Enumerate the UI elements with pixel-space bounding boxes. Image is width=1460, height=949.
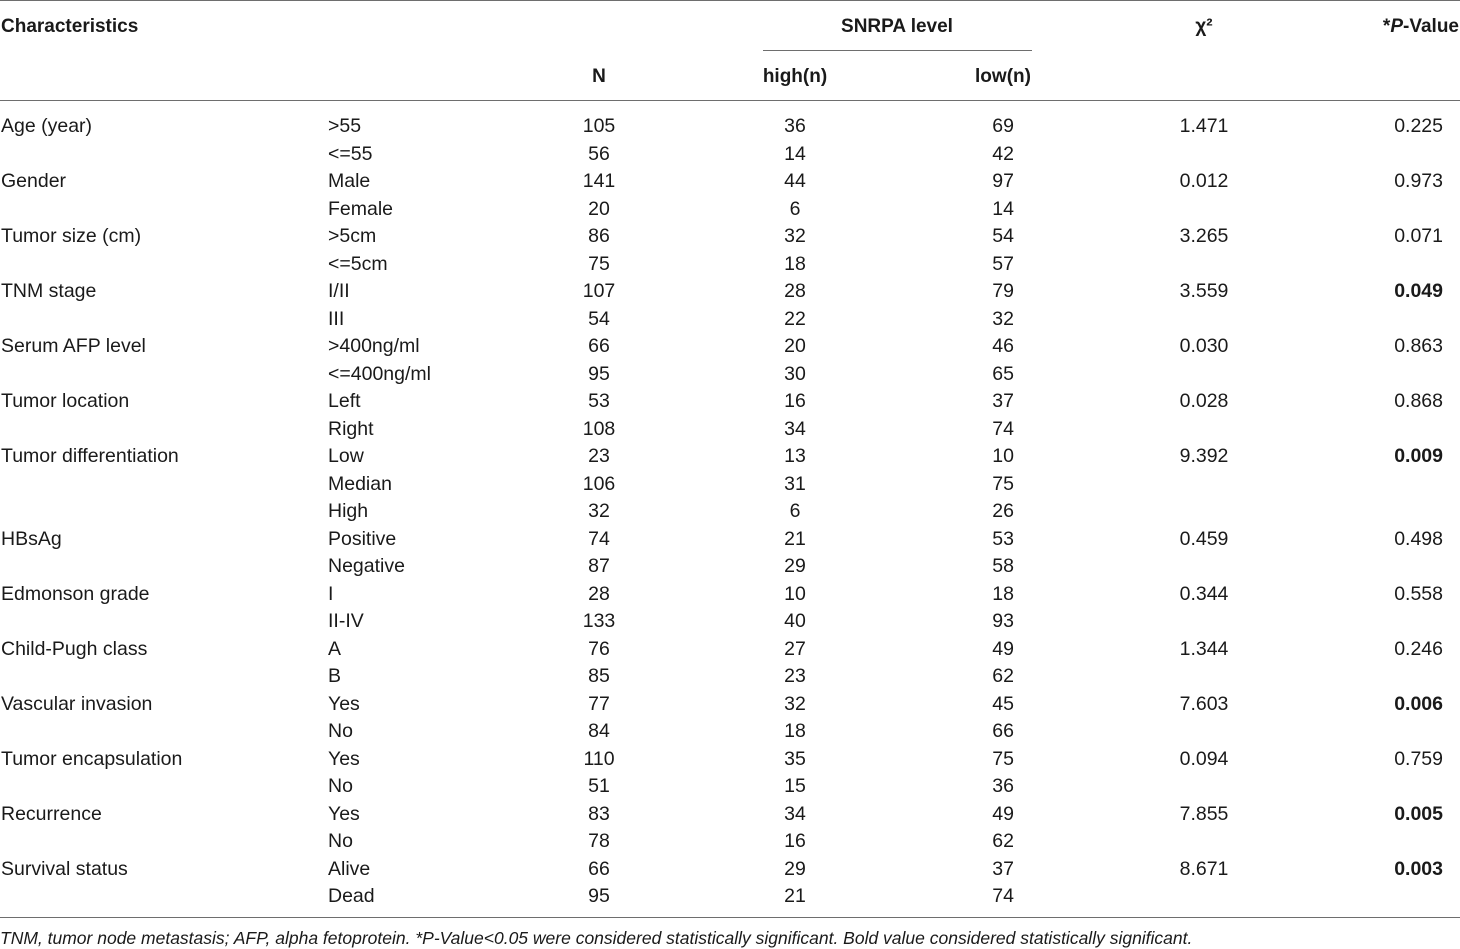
cell-high: 30 xyxy=(784,362,806,385)
cell-high: 6 xyxy=(789,197,801,220)
cell-low: 69 xyxy=(992,115,1014,137)
cell-p-value: 0.973 xyxy=(1394,170,1443,192)
header-high: high(n) xyxy=(762,66,828,87)
cell-low: 36 xyxy=(992,775,1014,797)
header-chi-square: χ² xyxy=(1195,16,1213,37)
cell-high: 18 xyxy=(784,720,806,742)
cell-low: 45 xyxy=(992,692,1014,715)
header-n: N xyxy=(592,66,606,87)
header-characteristics: Characteristics xyxy=(1,16,139,37)
cell-n: 66 xyxy=(588,857,610,880)
cell-high: 18 xyxy=(784,252,806,275)
cell-n: 53 xyxy=(588,390,610,412)
cell-characteristic: Edmonson grade xyxy=(1,582,150,605)
cell-n: 95 xyxy=(588,885,610,907)
cell-p-value: 0.558 xyxy=(1394,582,1443,605)
cell-category: Male xyxy=(328,170,371,192)
cell-characteristic: Child-Pugh class xyxy=(1,637,148,660)
cell-low: 97 xyxy=(992,170,1014,192)
cell-chi-square: 3.559 xyxy=(1179,280,1229,302)
cell-category: <=55 xyxy=(328,142,373,165)
header-p-value xyxy=(1383,16,1459,38)
cell-p-value: 0.868 xyxy=(1394,390,1443,412)
cell-high: 29 xyxy=(784,555,806,577)
cell-n: 133 xyxy=(582,610,616,632)
cell-low: 49 xyxy=(992,802,1014,825)
cell-characteristic: Tumor location xyxy=(1,390,130,412)
cell-low: 10 xyxy=(992,445,1014,467)
cell-p-value: 0.246 xyxy=(1394,637,1443,660)
cell-p-value: 0.003 xyxy=(1394,857,1443,880)
cell-category: Right xyxy=(328,417,374,440)
cell-p-value: 0.009 xyxy=(1394,445,1443,467)
cell-category: Yes xyxy=(328,747,360,770)
cell-p-value: 0.071 xyxy=(1394,225,1443,247)
cell-high: 44 xyxy=(784,170,806,192)
cell-low: 65 xyxy=(992,362,1014,385)
cell-chi-square: 0.094 xyxy=(1179,747,1229,770)
cell-characteristic: HBsAg xyxy=(1,527,62,550)
cell-low: 74 xyxy=(992,417,1014,440)
cell-low: 14 xyxy=(992,197,1014,220)
cell-p-value: 0.006 xyxy=(1394,692,1443,715)
cell-high: 34 xyxy=(784,417,806,440)
cell-n: 75 xyxy=(588,252,610,275)
cell-high: 31 xyxy=(784,472,806,495)
table-top-rule xyxy=(0,0,1460,1)
cell-category: Negative xyxy=(328,555,405,577)
cell-n: 56 xyxy=(588,142,610,165)
cell-chi-square: 0.459 xyxy=(1179,527,1229,550)
cell-characteristic: Survival status xyxy=(1,857,128,880)
cell-category: A xyxy=(328,637,342,660)
cell-low: 57 xyxy=(992,252,1014,275)
cell-category: >55 xyxy=(328,115,362,137)
cell-low: 62 xyxy=(992,830,1014,852)
cell-category: No xyxy=(328,830,353,852)
cell-n: 107 xyxy=(582,280,616,302)
cell-high: 36 xyxy=(784,115,806,137)
cell-low: 75 xyxy=(992,747,1014,770)
cell-high: 20 xyxy=(784,335,806,357)
cell-characteristic: Serum AFP level xyxy=(1,335,146,357)
cell-high: 27 xyxy=(784,637,806,660)
cell-characteristic: Age (year) xyxy=(1,115,93,137)
cell-n: 83 xyxy=(588,802,610,825)
cell-low: 46 xyxy=(992,335,1014,357)
cell-category: Female xyxy=(328,197,394,220)
cell-category: Dead xyxy=(328,885,375,907)
cell-characteristic: Recurrence xyxy=(1,802,102,825)
cell-category: No xyxy=(328,720,353,742)
cell-low: 75 xyxy=(992,472,1014,495)
cell-category: I xyxy=(328,582,334,605)
cell-low: 53 xyxy=(992,527,1014,550)
cell-n: 106 xyxy=(582,472,616,495)
cell-n: 87 xyxy=(588,555,610,577)
cell-characteristic: TNM stage xyxy=(1,280,97,302)
cell-low: 54 xyxy=(992,225,1014,247)
cell-n: 51 xyxy=(588,775,610,797)
cell-high: 21 xyxy=(784,885,806,907)
cell-category: Yes xyxy=(328,802,360,825)
cell-high: 16 xyxy=(784,390,806,412)
cell-category: I/II xyxy=(328,280,350,302)
cell-p-value: 0.498 xyxy=(1394,527,1443,550)
cell-p-value: 0.225 xyxy=(1394,115,1443,137)
cell-category: Positive xyxy=(328,527,397,550)
cell-chi-square: 0.030 xyxy=(1179,335,1229,357)
cell-low: 42 xyxy=(992,142,1014,165)
cell-category: <=400ng/ml xyxy=(328,362,431,385)
cell-chi-square: 3.265 xyxy=(1179,225,1229,247)
cell-low: 37 xyxy=(992,390,1014,412)
cell-high: 6 xyxy=(789,500,801,522)
cell-high: 40 xyxy=(784,610,806,632)
cell-characteristic: Tumor size (cm) xyxy=(1,225,142,247)
cell-n: 84 xyxy=(588,720,610,742)
cell-chi-square: 0.344 xyxy=(1179,582,1229,605)
cell-n: 32 xyxy=(588,500,610,522)
header-snrpa-level: SNRPA level xyxy=(841,16,953,37)
cell-chi-square: 9.392 xyxy=(1179,445,1229,467)
cell-n: 95 xyxy=(588,362,610,385)
header-p-value-p: P xyxy=(1390,16,1404,37)
cell-high: 15 xyxy=(784,775,806,797)
cell-n: 23 xyxy=(588,445,610,467)
table-header-rule xyxy=(0,100,1460,101)
cell-low: 18 xyxy=(992,582,1014,605)
cell-low: 62 xyxy=(992,665,1014,687)
cell-n: 54 xyxy=(588,307,610,330)
cell-n: 74 xyxy=(588,527,610,550)
cell-high: 32 xyxy=(784,692,806,715)
cell-category: <=5cm xyxy=(328,252,388,275)
cell-p-value: 0.049 xyxy=(1394,280,1443,302)
cell-chi-square: 1.471 xyxy=(1179,115,1229,137)
cell-n: 66 xyxy=(588,335,610,357)
cell-n: 85 xyxy=(588,665,610,687)
cell-chi-square: 7.855 xyxy=(1179,802,1229,825)
table-bottom-rule xyxy=(0,917,1460,918)
cell-p-value: 0.863 xyxy=(1394,335,1443,357)
snrpa-span-rule xyxy=(763,50,1032,51)
cell-high: 29 xyxy=(784,857,806,880)
cell-n: 77 xyxy=(588,692,610,715)
cell-characteristic: Tumor encapsulation xyxy=(1,747,183,770)
cell-category: >5cm xyxy=(328,225,377,247)
cell-category: >400ng/ml xyxy=(328,335,420,357)
cell-category: Alive xyxy=(328,857,371,880)
cell-characteristic: Gender xyxy=(1,170,67,192)
cell-chi-square: 8.671 xyxy=(1179,857,1229,880)
cell-n: 110 xyxy=(583,747,615,770)
cell-p-value: 0.005 xyxy=(1394,802,1443,825)
header-p-value-star: * xyxy=(1382,16,1391,37)
cell-high: 32 xyxy=(784,225,806,247)
cell-category: Median xyxy=(328,472,392,495)
cell-high: 16 xyxy=(784,830,806,852)
cell-high: 14 xyxy=(784,142,806,165)
cell-n: 78 xyxy=(588,830,610,852)
cell-low: 49 xyxy=(992,637,1014,660)
cell-n: 141 xyxy=(582,170,616,192)
cell-characteristic: Vascular invasion xyxy=(1,692,153,715)
cell-category: II-IV xyxy=(328,610,364,632)
cell-high: 13 xyxy=(784,445,806,467)
table-footnote: TNM, tumor node metastasis; AFP, alpha fetoprotein. *P-Value<0.05 were considered statistically significant. Bold value considered statistically significant. xyxy=(0,928,1193,948)
cell-high: 10 xyxy=(784,582,806,605)
cell-low: 32 xyxy=(992,307,1014,330)
cell-category: High xyxy=(328,500,369,522)
cell-characteristic: Tumor differentiation xyxy=(1,445,179,467)
cell-low: 79 xyxy=(992,280,1014,302)
cell-category: Yes xyxy=(328,692,360,715)
cell-n: 20 xyxy=(588,197,610,220)
cell-low: 74 xyxy=(992,885,1014,907)
cell-low: 66 xyxy=(992,720,1014,742)
cell-p-value: 0.759 xyxy=(1394,747,1443,770)
cell-n: 108 xyxy=(582,417,616,440)
cell-chi-square: 7.603 xyxy=(1179,692,1229,715)
cell-low: 37 xyxy=(992,857,1014,880)
cell-high: 22 xyxy=(784,307,806,330)
cell-high: 34 xyxy=(784,802,806,825)
cell-category: Low xyxy=(328,445,364,467)
header-p-value-rest: -Value xyxy=(1403,16,1459,37)
cell-category: III xyxy=(328,307,345,330)
cell-low: 58 xyxy=(992,555,1014,577)
cell-n: 105 xyxy=(582,115,616,137)
cell-chi-square: 0.012 xyxy=(1179,170,1229,192)
cell-n: 76 xyxy=(588,637,610,660)
cell-high: 23 xyxy=(784,665,806,687)
cell-n: 86 xyxy=(588,225,610,247)
cell-category: B xyxy=(328,665,342,687)
cell-high: 21 xyxy=(784,527,806,550)
cell-low: 93 xyxy=(992,610,1014,632)
cell-category: No xyxy=(328,775,353,797)
cell-high: 35 xyxy=(784,747,806,770)
cell-chi-square: 0.028 xyxy=(1179,390,1229,412)
cell-category: Left xyxy=(328,390,361,412)
cell-high: 28 xyxy=(784,280,806,302)
cell-n: 28 xyxy=(588,582,610,605)
cell-low: 26 xyxy=(992,500,1014,522)
cell-chi-square: 1.344 xyxy=(1179,637,1229,660)
header-low: low(n) xyxy=(975,66,1031,87)
